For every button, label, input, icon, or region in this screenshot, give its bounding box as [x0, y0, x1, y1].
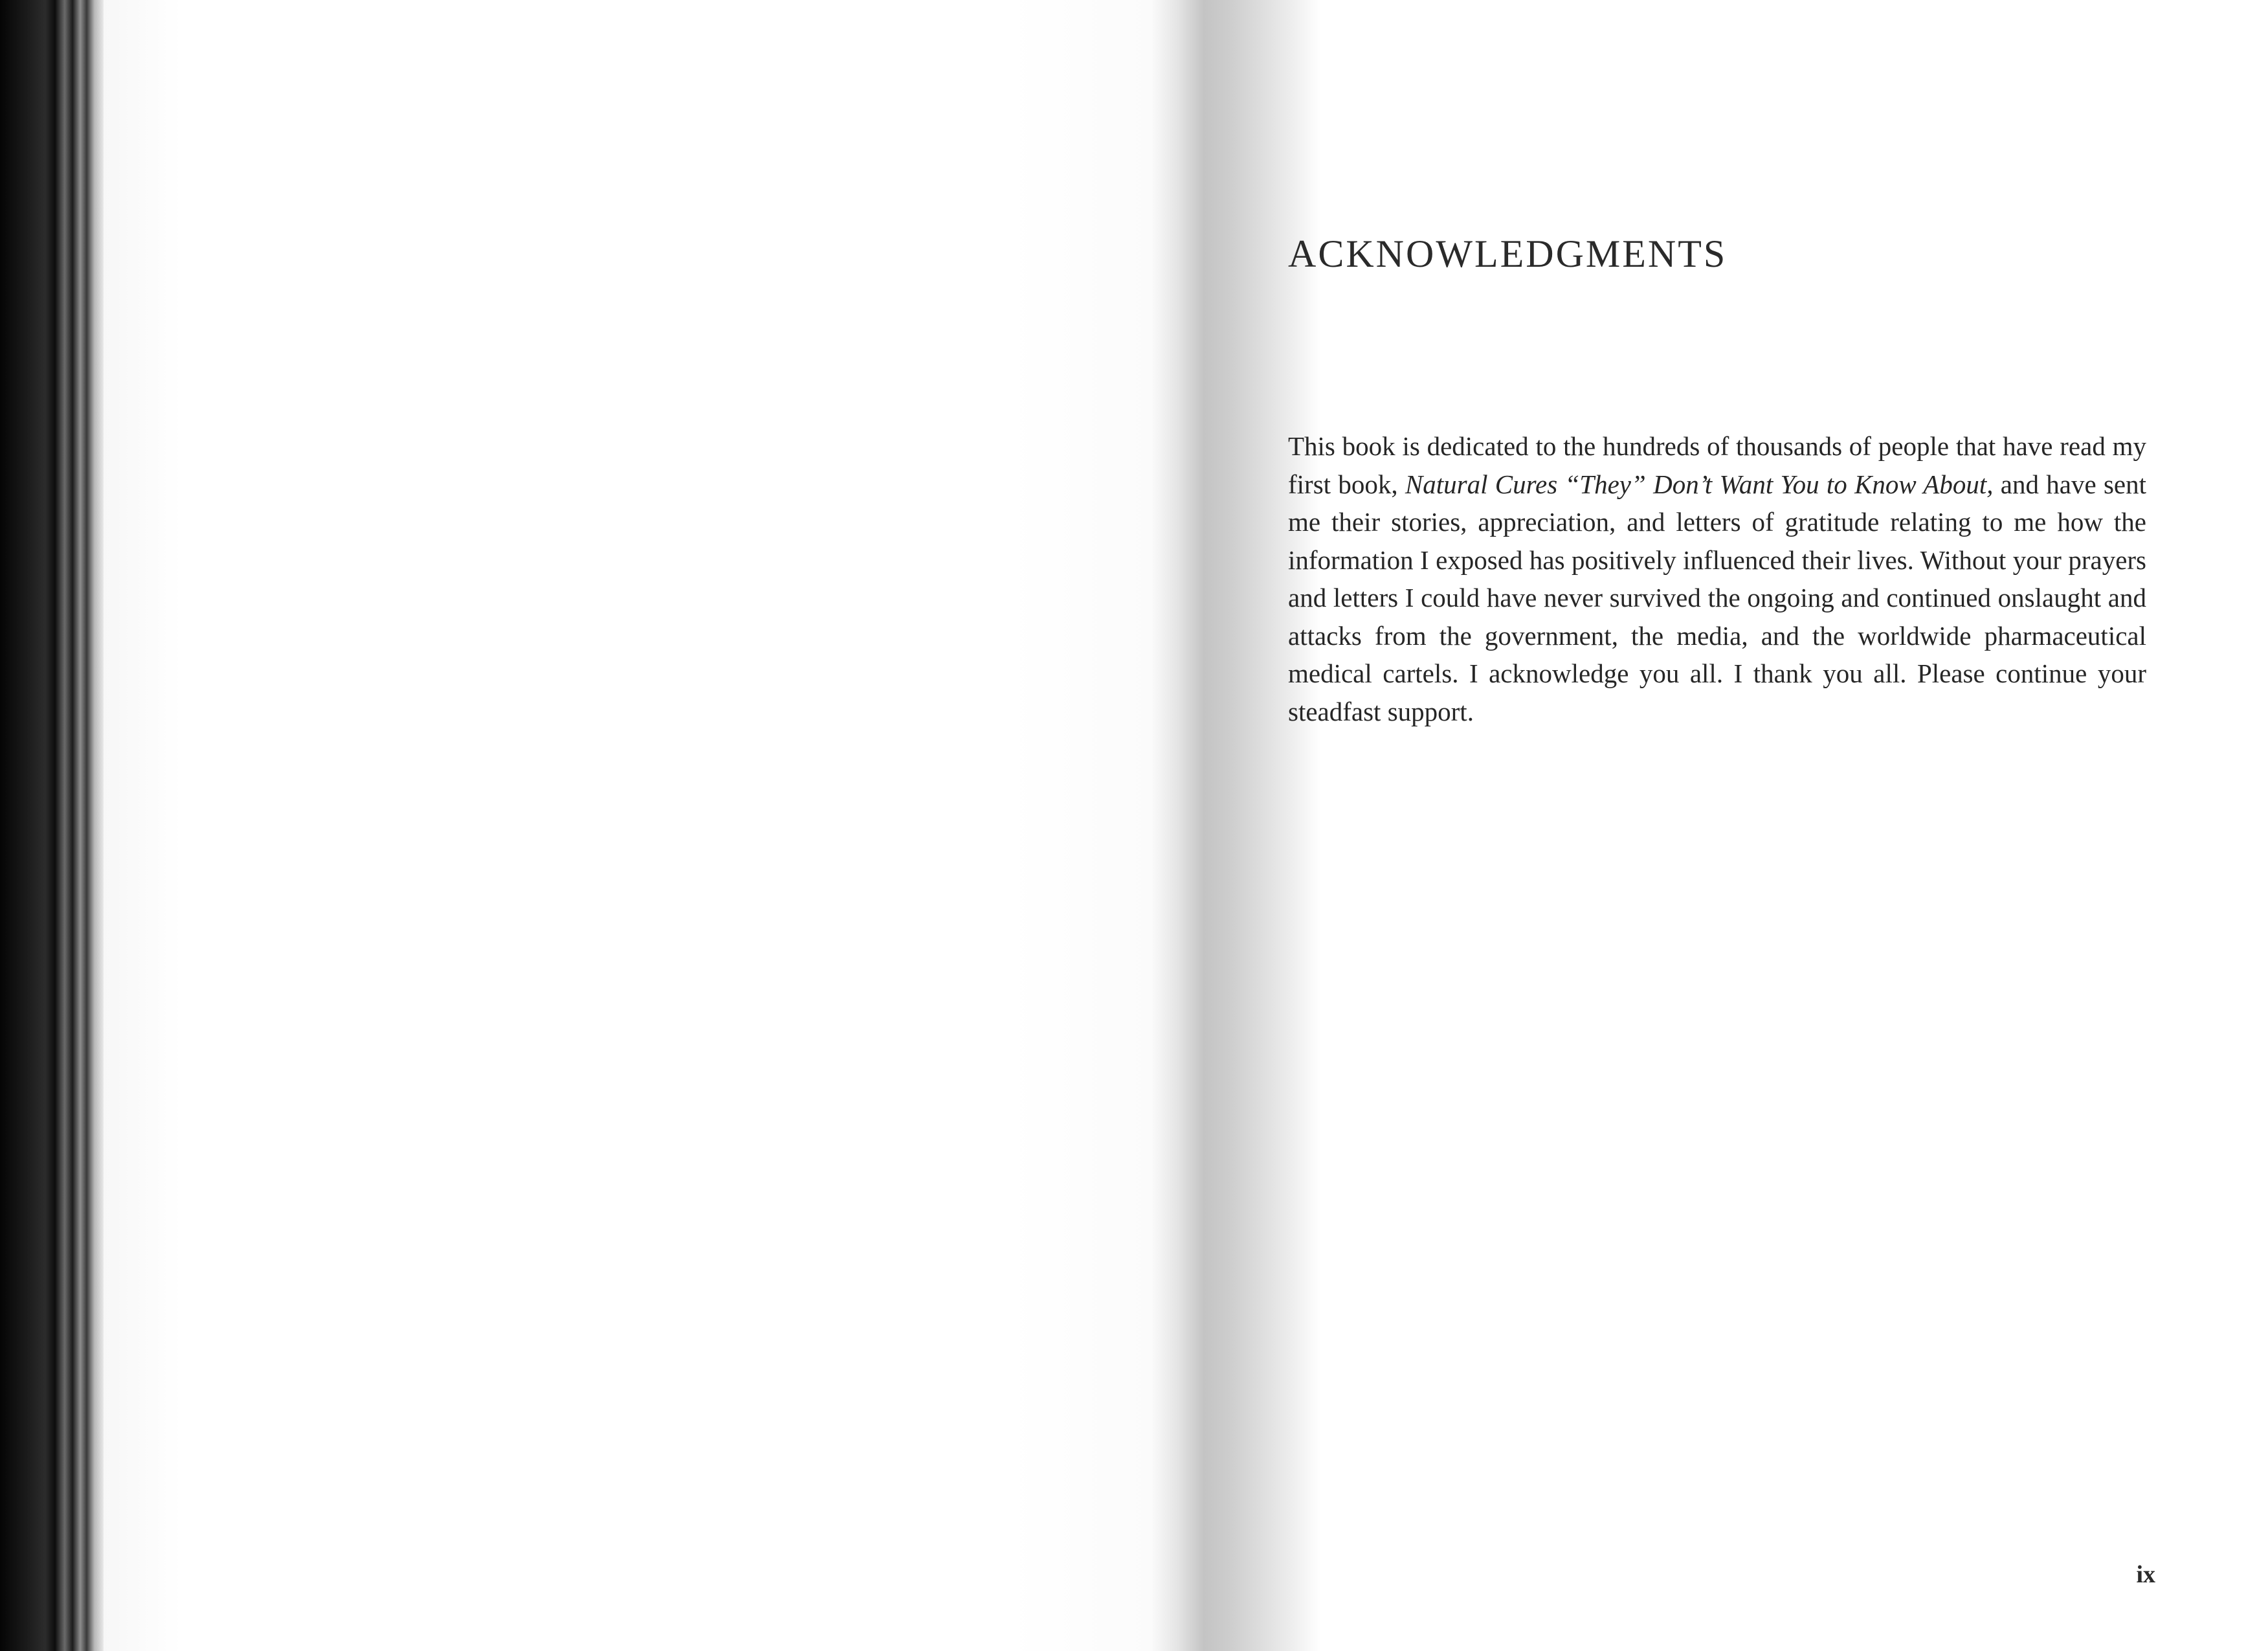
book-binding-edge — [0, 0, 104, 1651]
paragraph-text-part2: and have sent me their stories, appreciation, and letters of gratitude relating to me how the information I exposed has positively influenced their lives. Without your prayers and letters I could have never survived the ongoing and continued onslaught and attacks from the government, the media, and the worldwide pharmaceutical medical cartels. I acknowledge you all. I thank you all. Please continue your steadfast support. — [1288, 469, 2147, 726]
page-number: ix — [2136, 1561, 2155, 1588]
acknowledgment-paragraph — [1288, 427, 2146, 730]
left-page-blank — [104, 0, 1152, 1651]
page-heading: ACKNOWLEDGMENTS — [1288, 232, 1728, 275]
paragraph-text-part1: This book is dedicated to the hundreds of thousands of people that have read my first book, — [1288, 431, 2146, 499]
book-title-italic: Natural Cures “They” Don’t Want You to Know About, — [1405, 469, 1994, 499]
